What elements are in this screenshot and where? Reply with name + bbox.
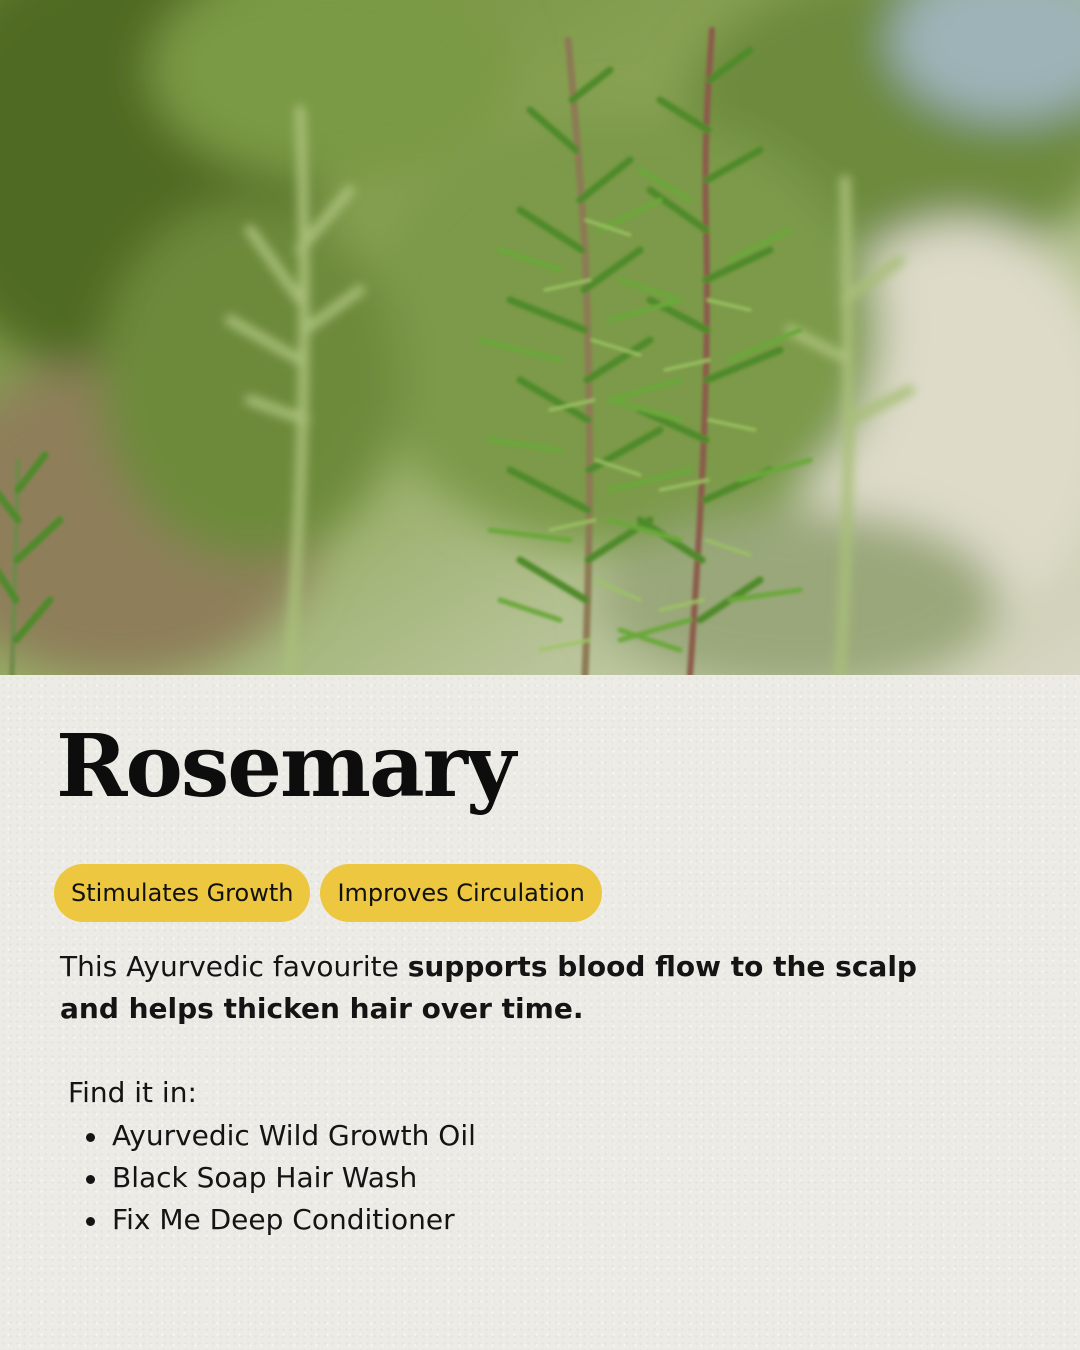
description <box>60 946 960 1030</box>
page-title: Rosemary <box>56 716 514 817</box>
benefit-tags <box>54 864 602 922</box>
benefit-tag: Stimulates Growth <box>54 864 310 922</box>
description-emphasis: supports blood flow to the scalp and helps thicken hair over time. <box>60 950 917 1025</box>
find-it-in-label: Find it in: <box>68 1076 197 1109</box>
description-intro: This Ayurvedic favourite <box>60 950 408 983</box>
list-item: Black Soap Hair Wash <box>112 1157 476 1199</box>
benefit-tag: Improves Circulation <box>320 864 601 922</box>
list-item: Ayurvedic Wild Growth Oil <box>112 1115 476 1157</box>
list-item: Fix Me Deep Conditioner <box>112 1199 476 1241</box>
product-list <box>112 1115 476 1241</box>
